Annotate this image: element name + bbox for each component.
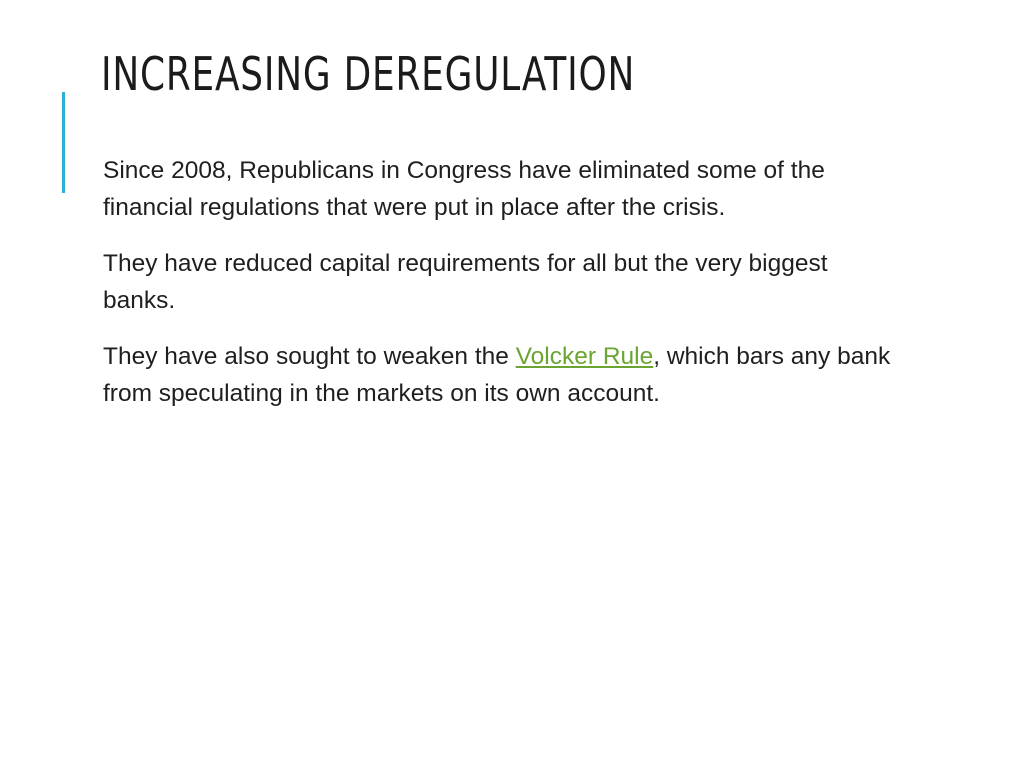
paragraph-2: They have reduced capital requirements for all but the very biggest banks.	[103, 250, 828, 314]
paragraph-3-lead: They have also sought to weaken the	[103, 343, 516, 370]
paragraph-1: Since 2008, Republicans in Congress have eliminated some of the financial regulations that were put in place after the crisis.	[103, 157, 825, 221]
accent-line	[62, 92, 65, 193]
paragraph-3-tail: , which bars any bank from speculating in the markets on its own account.	[103, 343, 891, 407]
slide-title: INCREASING DEREGULATION	[101, 47, 636, 101]
slide-body	[103, 152, 893, 431]
paragraph-3	[103, 338, 893, 412]
volcker-rule-link[interactable]: Volcker Rule	[515, 343, 654, 370]
